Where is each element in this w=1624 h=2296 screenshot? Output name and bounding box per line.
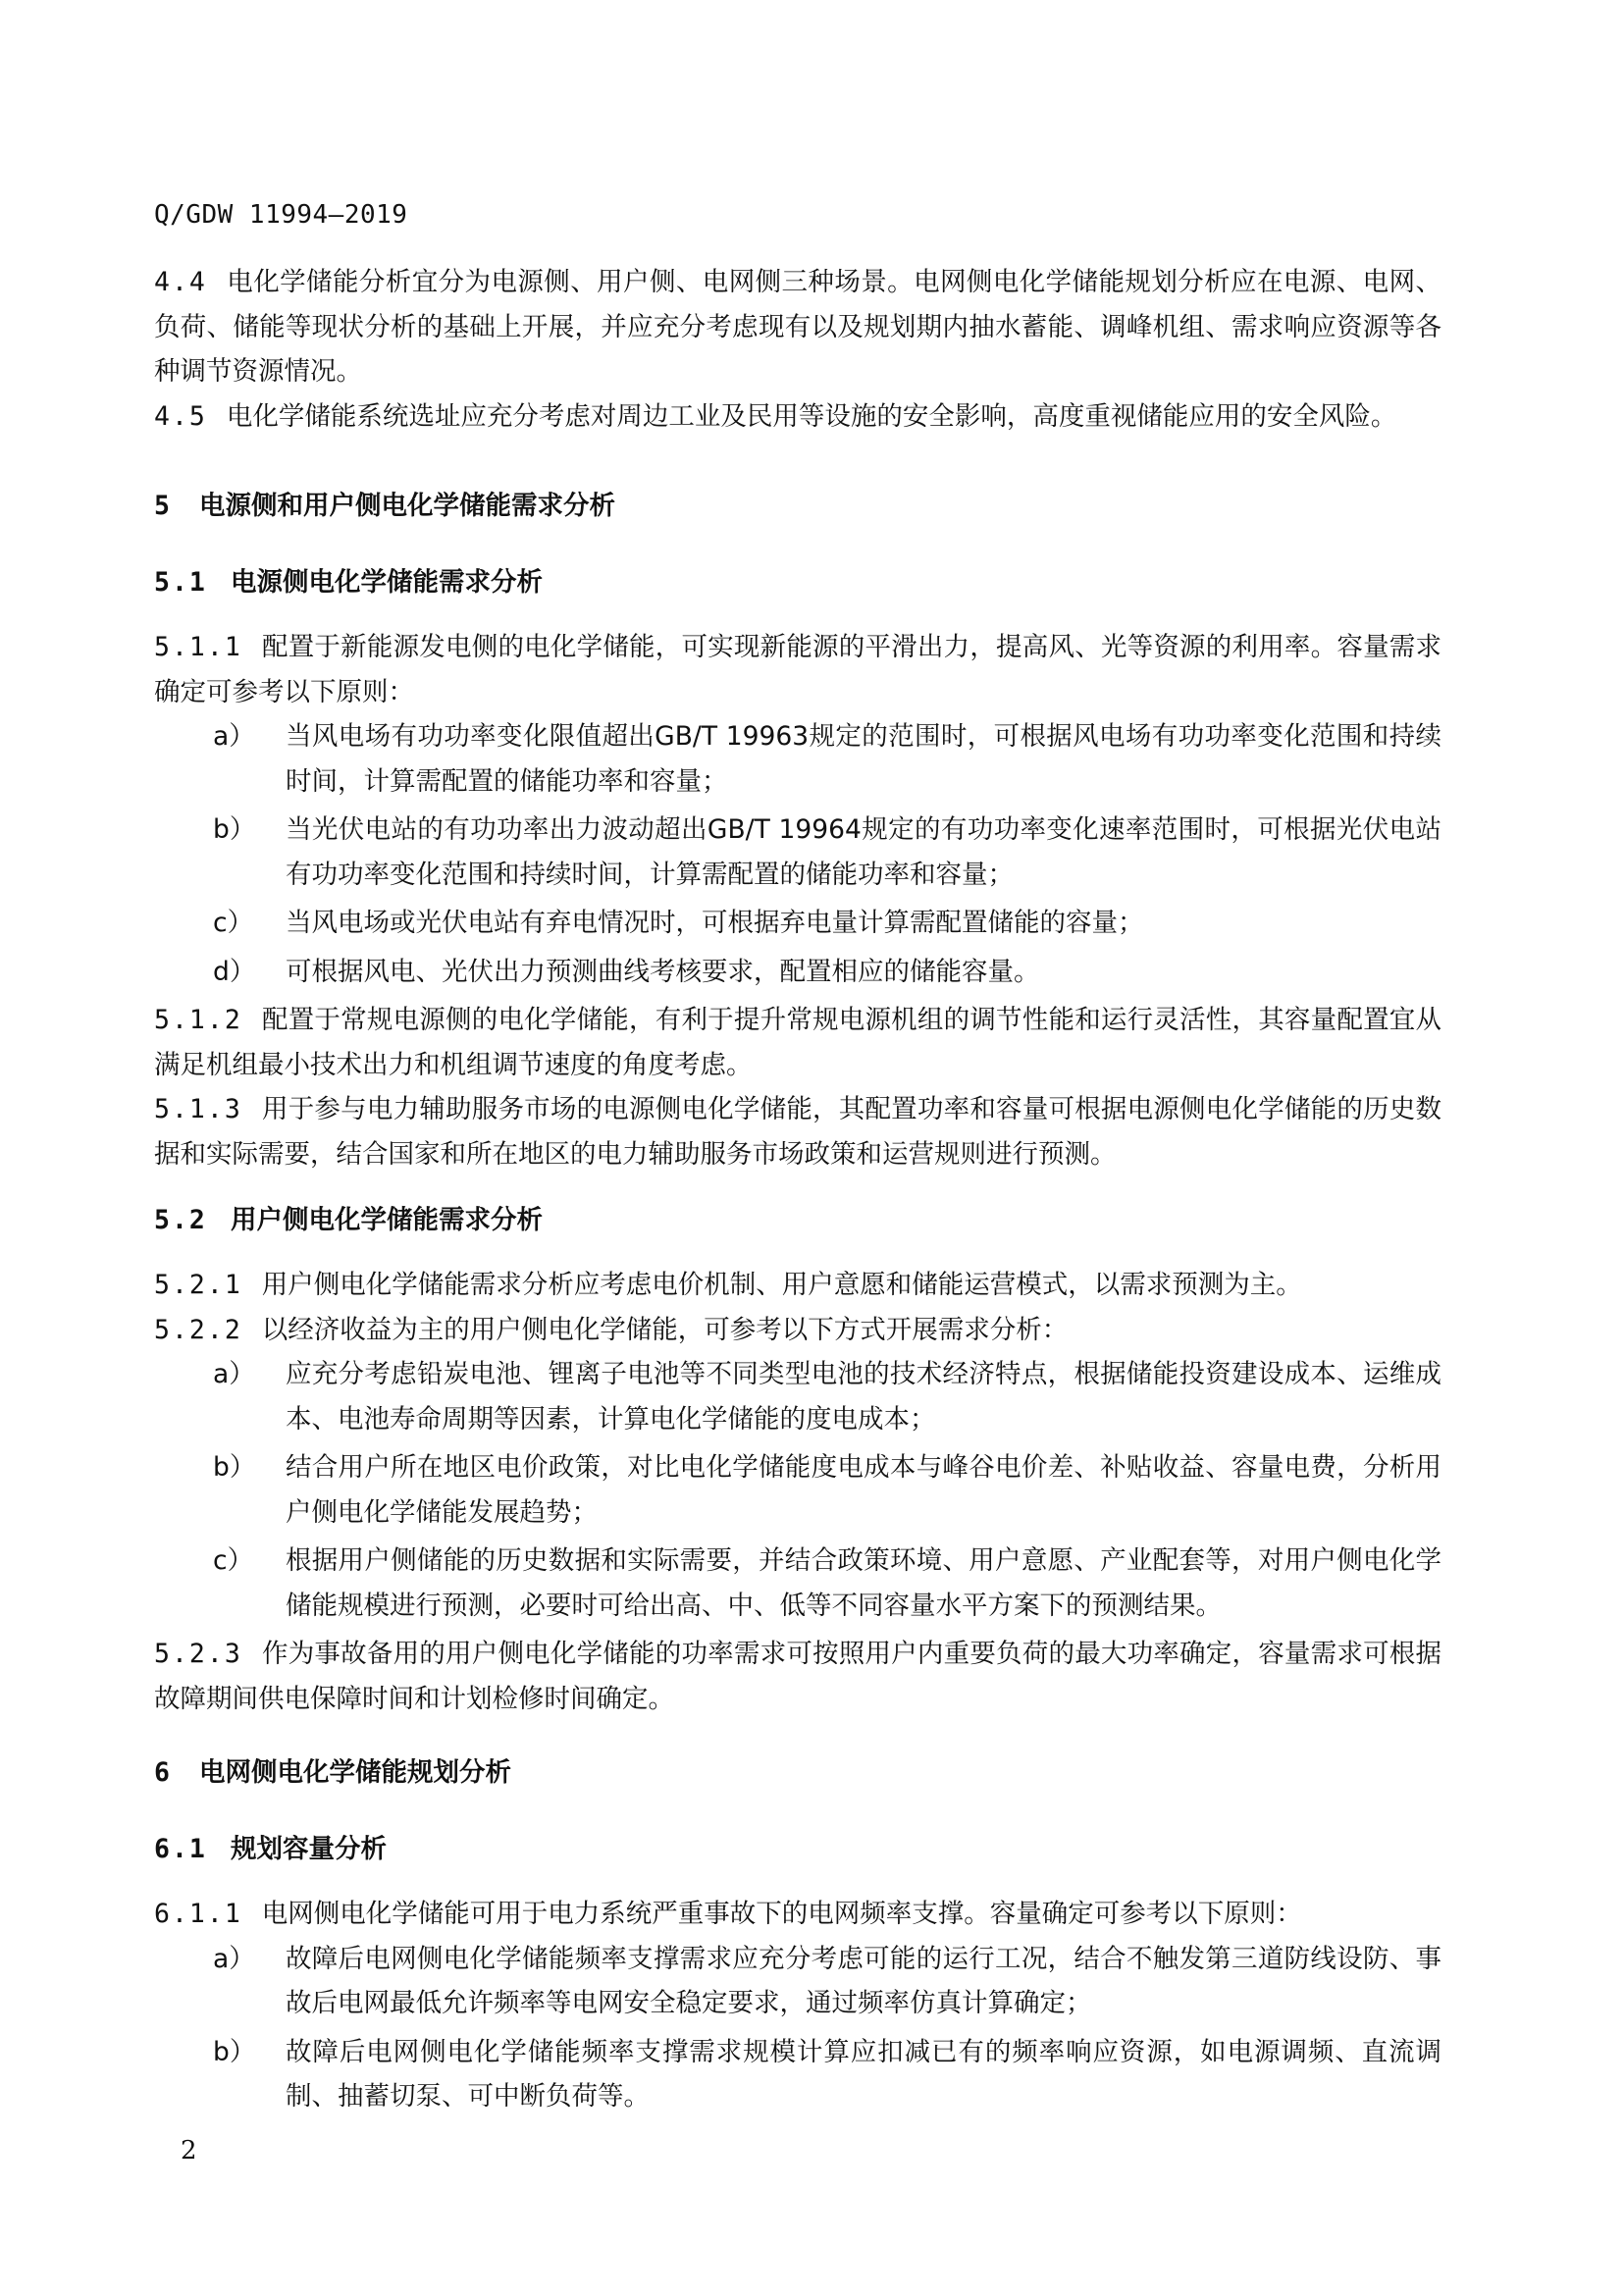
list-label: b） [213,2036,256,2067]
heading-6 [154,1750,1441,1796]
heading-number: 5.1 [154,567,207,598]
list-text: 根据用户侧储能的历史数据和实际需要，并结合政策环境、用户意愿、产业配套等，对用户侧电化学储能规模进行预测，必要时可给出高、中、低等不同容量水平方案下的预测结果。 [286,1545,1441,1621]
list-label: d） [213,956,256,987]
clause-number: 4.4 [154,267,207,297]
page-number: 2 [181,2136,197,2166]
list-text: 故障后电网侧电化学储能频率支撑需求规模计算应扣减已有的频率响应资源，如电源调频、直流调制、抽蓄切泵、可中断负荷等。 [286,2036,1441,2112]
clause-number: 5.2.3 [154,1639,242,1669]
list-label: a） [213,721,255,752]
heading-number: 6.1 [154,1834,207,1864]
clause-text: 用户侧电化学储能需求分析应考虑电价机制、用户意愿和储能运营模式，以需求预测为主。 [261,1270,1302,1300]
list-item [154,714,1441,804]
clause-text: 配置于常规电源侧的电化学储能，有利于提升常规电源机组的调节性能和运行灵活性，其容量配置宜从满足机组最小技术出力和机组调节速度的角度考虑。 [154,1005,1441,1080]
list-item [154,2030,1441,2119]
clause-text: 电化学储能分析宜分为电源侧、用户侧、电网侧三种场景。电网侧电化学储能规划分析应在电源、电网、负荷、储能等现状分析的基础上开展，并应充分考虑现有以及规划期内抽水蓄能、调峰机组、需求响应资源等各种调节资源情况。 [154,267,1441,387]
clause-number: 5.2.2 [154,1314,242,1345]
clause-text: 用于参与电力辅助服务市场的电源侧电化学储能，其配置功率和容量可根据电源侧电化学储能的历史数据和实际需要，结合国家和所在地区的电力辅助服务市场政策和运营规则进行预测。 [154,1094,1441,1170]
clause-5-1-1 [154,625,1441,714]
heading-text: 电源侧和用户侧电化学储能需求分析 [199,491,615,521]
document-body [154,260,1441,2123]
heading-5-2 [154,1198,1441,1243]
clause-4-4 [154,260,1441,394]
clause-text: 电化学储能系统选址应充分考虑对周边工业及民用等设施的安全影响，高度重视储能应用的安全风险。 [226,400,1397,432]
list-item [154,1445,1441,1535]
list-text: 当光伏电站的有功功率出力波动超出GB/T 19964规定的有功功率变化速率范围时，可根据光伏电站有功功率变化范围和持续时间，计算需配置的储能功率和容量； [286,814,1441,890]
list-label: b） [213,1452,256,1483]
clause-number: 6.1.1 [154,1899,242,1929]
list-text: 应充分考虑铅炭电池、锂离子电池等不同类型电池的技术经济特点，根据储能投资建设成本、运维成本、电池寿命周期等因素，计算电化学储能的度电成本； [286,1359,1441,1435]
list-item [154,901,1441,946]
clause-text: 作为事故备用的用户侧电化学储能的功率需求可按照用户内重要负荷的最大功率确定，容量需求可根据故障期间供电保障时间和计划检修时间确定。 [154,1639,1441,1714]
clause-number: 5.2.1 [154,1270,242,1300]
list-text: 当风电场或光伏电站有弃电情况时，可根据弃电量计算需配置储能的容量； [286,908,1144,938]
list-item [154,1539,1441,1628]
clause-text: 电网侧电化学储能可用于电力系统严重事故下的电网频率支撑。容量确定可参考以下原则： [261,1899,1302,1929]
list-item [154,1937,1441,2026]
clause-number: 5.1.2 [154,1005,242,1035]
heading-5 [154,484,1441,529]
list-label: a） [213,1943,255,1974]
clause-5-2-2 [154,1308,1441,1353]
clause-6-1-1 [154,1892,1441,1937]
heading-text: 规划容量分析 [231,1834,387,1864]
heading-number: 5.2 [154,1205,207,1235]
clause-number: 5.1.3 [154,1094,242,1124]
heading-5-1 [154,560,1441,605]
clause-text: 以经济收益为主的用户侧电化学储能，可参考以下方式开展需求分析： [261,1314,1069,1345]
clause-5-2-1 [154,1263,1441,1308]
list-text: 结合用户所在地区电价政策，对比电化学储能度电成本与峰谷电价差、补贴收益、容量电费，分析用户侧电化学储能发展趋势； [286,1452,1441,1528]
clause-5-2-3 [154,1632,1441,1721]
clause-5-1-2 [154,998,1441,1087]
heading-text: 用户侧电化学储能需求分析 [231,1205,543,1235]
clause-5-1-3 [154,1087,1441,1176]
heading-text: 电源侧电化学储能需求分析 [231,567,543,598]
list-label: c） [213,908,254,938]
list-item [154,808,1441,897]
heading-6-1 [154,1827,1441,1872]
list-label: c） [213,1545,254,1576]
heading-number: 5 [154,491,170,521]
heading-text: 电网侧电化学储能规划分析 [199,1757,511,1788]
clause-text: 配置于新能源发电侧的电化学储能，可实现新能源的平滑出力，提高风、光等资源的利用率。容量需求确定可参考以下原则： [154,632,1441,707]
list-text: 当风电场有功功率变化限值超出GB/T 19963规定的范围时，可根据风电场有功功率变化范围和持续时间，计算需配置的储能功率和容量； [286,721,1441,797]
heading-number: 6 [154,1757,170,1788]
list-label: a） [213,1359,255,1389]
list-label: b） [213,814,256,845]
list-text: 可根据风电、光伏出力预测曲线考核要求，配置相应的储能容量。 [286,956,1040,987]
clause-number: 4.5 [154,400,207,432]
list-text: 故障后电网侧电化学储能频率支撑需求应充分考虑可能的运行工况，结合不触发第三道防线设防、事故后电网最低允许频率等电网安全稳定要求，通过频率仿真计算确定； [286,1943,1441,2018]
list-item [154,950,1441,995]
list-item [154,1352,1441,1441]
standard-identifier: Q/GDW 11994—2019 [154,200,408,230]
clause-number: 5.1.1 [154,632,242,662]
clause-4-5 [154,394,1441,440]
